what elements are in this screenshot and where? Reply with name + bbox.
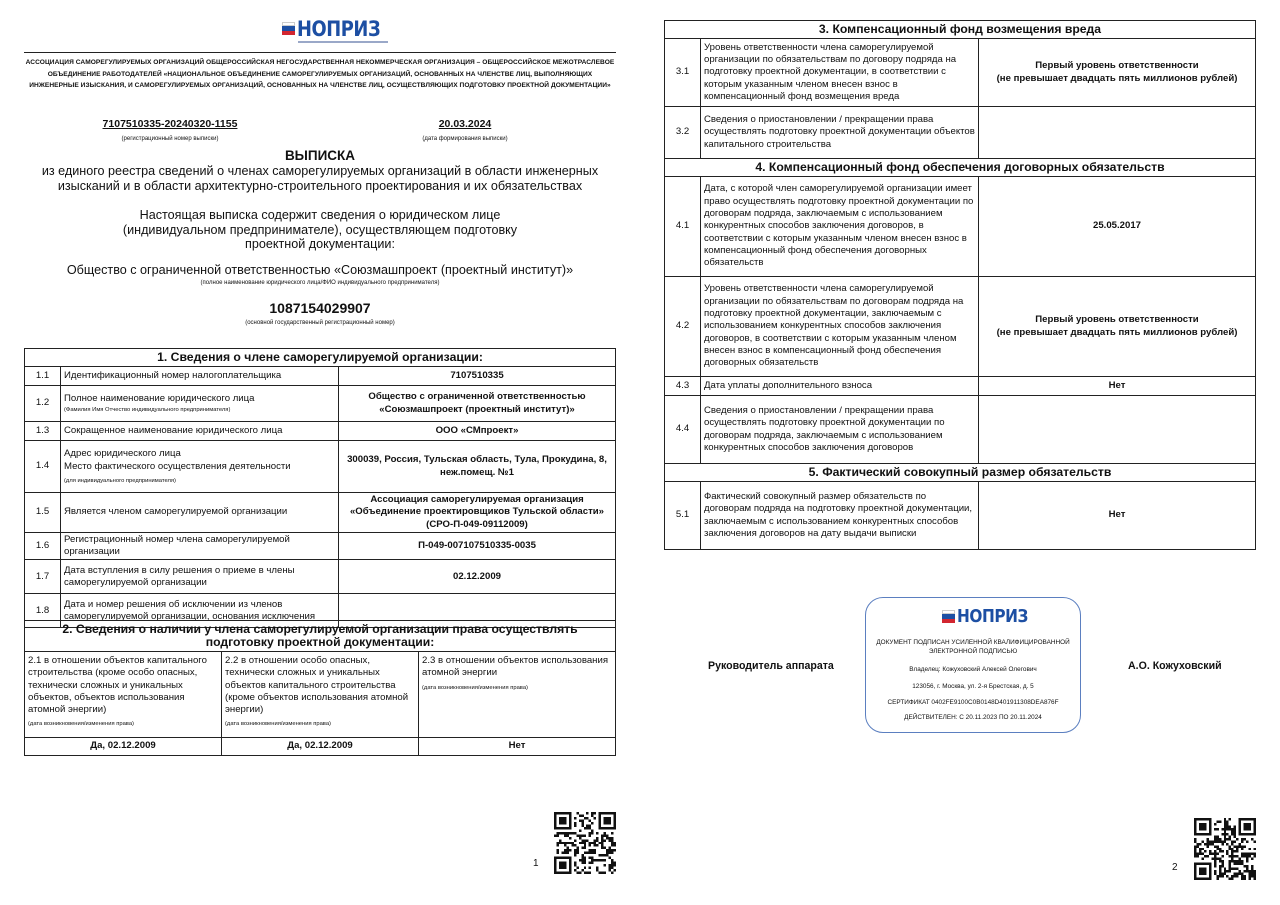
subtitle-line: из единого реестра сведений о членах саморегулируемых организаций в области инженерных xyxy=(41,164,599,178)
right-note: (дата возникновения/изменения права) xyxy=(422,684,528,691)
organization-name-caption: (полное наименование юридического лица/ФИО индивидуального предпринимателя) xyxy=(200,280,440,286)
row-value: Общество с ограниченной ответственностью «Союзмашпроект (проектный институт)» xyxy=(339,386,616,422)
right-label: 2.2 в отношении особо опасных, технически сложных и уникальных объектов капитального строительства (кроме объектов использования атомной энергии) xyxy=(225,655,409,716)
organization-name: Общество с ограниченной ответственностью «Союзмашпроект (проектный институт)» xyxy=(66,263,574,277)
intro-line: (индивидуальном предпринимателе), осуществляющем подготовку xyxy=(122,222,518,237)
right-label: 2.1 в отношении объектов капитального строительства (кроме особо опасных, технически сложных и уникальных объектов, объектов использования атомной энергии) xyxy=(28,655,207,716)
row-label: Уровень ответственности члена саморегулируемой организации по обязательствам по договорам подряда на подготовку проектной документации, заключаемым с использованием конкурентных способов заключения договоров, в соответствии с которым указанным членом внесен взнос в компенсационный фонд обеспечения договорных обязательств xyxy=(701,277,979,377)
row-label: Дата, с которой член саморегулируемой организации имеет право осуществлять подготовку проектной документации по договорам подряда, заключаемым с использованием конкурентных способов заключения договоров, в соответствии с которым указанным членом внесен взнос в компенсационный фонд обеспечения договорных обязательств xyxy=(701,177,979,277)
stamp-owner: Владелец: Кожуховский Алексей Олегович xyxy=(909,666,1037,673)
intro-line: Настоящая выписка содержит сведения о юридическом лице xyxy=(139,208,501,222)
row-number: 5.1 xyxy=(665,482,701,550)
section3-title: 3. Компенсационный фонд возмещения вреда xyxy=(665,21,1256,39)
row-label: Адрес юридического лица Место фактического осуществления деятельности xyxy=(64,448,291,472)
row-number: 4.3 xyxy=(665,377,701,396)
association-name: АССОЦИАЦИЯ САМОРЕГУЛИРУЕМЫХ ОРГАНИЗАЦИЙ ОБЩЕРОССИЙСКАЯ НЕГОСУДАРСТВЕННАЯ НЕКОММЕРЧЕСКАЯ ОРГАНИЗАЦИЯ – ОБЩЕРОССИЙСКОЕ МЕЖОТРАСЛЕВОЕ ОБЪЕДИНЕНИЕ РАБОТОДАТЕЛЕЙ «НАЦИОНАЛЬНОЕ ОБЪЕДИНЕНИЕ САМОРЕГУЛИРУЕМЫХ ОРГАНИЗАЦИЙ, ОСНОВАННЫХ НА ЧЛЕНСТВЕ ЛИЦ, ВЫПОЛНЯЮЩИХ ИНЖЕНЕРНЫЕ ИЗЫСКАНИЯ, И САМОРЕГУЛИРУЕМЫХ ОРГАНИЗАЦИЙ, ОСНОВАННЫХ НА ЧЛЕНСТВЕ ЛИЦ, ОСУЩЕСТВЛЯЮЩИХ ПОДГОТОВКУ ПРОЕКТНОЙ ДОКУМЕНТАЦИИ» xyxy=(25,59,615,89)
table-row xyxy=(25,441,616,493)
row-number: 4.1 xyxy=(665,177,701,277)
extract-date-caption: (дата формирования выписки) xyxy=(422,136,508,142)
right-cell xyxy=(419,652,616,738)
row-value: Нет xyxy=(979,482,1256,550)
row-label: Полное наименование юридического лица xyxy=(64,393,255,405)
extract-date-block xyxy=(405,118,525,142)
section2-title: 2. Сведения о наличии у члена саморегулируемой организации права осуществлять подготовку проектной документации: xyxy=(25,621,616,652)
row-note: (для индивидуального предпринимателя) xyxy=(64,477,176,484)
row-number: 4.2 xyxy=(665,277,701,377)
row-number: 1.1 xyxy=(25,367,61,386)
row-number: 1.4 xyxy=(25,441,61,493)
extract-page-2 xyxy=(640,0,1280,905)
row-label: Уровень ответственности члена саморегулируемой организации по обязательствам по договору подряда на подготовку проектной документации, в соответствии с которым указанным членом внесен взнос в компенсационный фонд возмещения вреда xyxy=(701,39,979,107)
qr-code-icon xyxy=(1194,818,1256,880)
row-label: Сведения о приостановлении / прекращении права осуществлять подготовку проектной документации объектов капитального строительства xyxy=(701,107,979,159)
row-value: 300039, Россия, Тульская область, Тула, Прокудина, 8, неж.помещ. №1 xyxy=(339,441,616,493)
right-value: Да, 02.12.2009 xyxy=(222,738,419,756)
extract-date: 20.03.2024 xyxy=(438,118,492,130)
row-number: 1.7 xyxy=(25,560,61,594)
row-label: Дата и номер решения об исключении из членов саморегулируемой организации, основания исключения xyxy=(61,594,339,628)
table-row xyxy=(25,493,616,533)
row-value: П-049-007107510335-0035 xyxy=(339,532,616,560)
qr-code-icon xyxy=(554,812,616,874)
table-row xyxy=(665,107,1256,159)
sections-3-5-table xyxy=(664,20,1256,550)
table-row xyxy=(665,396,1256,464)
row-label-cell xyxy=(61,386,339,422)
subtitle-line: изысканий и в области архитектурно-строительного проектирования и их обязательствах xyxy=(57,179,583,193)
signer-name: А.О. Кожуховский xyxy=(1128,660,1222,672)
row-value: 25.05.2017 xyxy=(979,177,1256,277)
row-label: Фактический совокупный размер обязательств по договорам подряда на подготовку проектной документации, заключаемым с использованием конкурентных способов заключения договоров на дату выдачи выписки xyxy=(701,482,979,550)
signer-title: Руководитель аппарата xyxy=(708,660,834,672)
right-cell xyxy=(222,652,419,738)
table-row xyxy=(665,377,1256,396)
row-label: Регистрационный номер члена саморегулируемой организации xyxy=(61,532,339,560)
row-note: (Фамилия Имя Отчество индивидуального предпринимателя) xyxy=(64,406,231,413)
stamp-line-2: ЭЛЕКТРОННОЙ ПОДПИСЬЮ xyxy=(928,648,1018,655)
row-number: 1.2 xyxy=(25,386,61,422)
russian-flag-icon xyxy=(942,610,955,623)
intro-line: проектной документации: xyxy=(245,237,395,251)
row-value: Нет xyxy=(979,377,1256,396)
table-row xyxy=(25,560,616,594)
row-value xyxy=(979,396,1256,464)
registration-number-block xyxy=(100,118,240,142)
table-row xyxy=(665,177,1256,277)
row-label: Идентификационный номер налогоплательщика xyxy=(61,367,339,386)
right-value: Да, 02.12.2009 xyxy=(25,738,222,756)
row-number: 4.4 xyxy=(665,396,701,464)
row-number: 3.2 xyxy=(665,107,701,159)
stamp-address: 123056, г. Москва, ул. 2-я Брестская, д. 5 xyxy=(912,683,1034,690)
logo-text: НОПРИЗ xyxy=(297,17,381,41)
row-value: Первый уровень ответственности (не превышает двадцать пять миллионов рублей) xyxy=(979,277,1256,377)
table-row xyxy=(25,532,616,560)
right-note: (дата возникновения/изменения права) xyxy=(28,721,134,728)
section4-title: 4. Компенсационный фонд обеспечения договорных обязательств xyxy=(665,159,1256,177)
row-value: Ассоциация саморегулируемая организация «Объединение проектировщиков Тульской области» (СРО-П-049-09112009) xyxy=(339,493,616,533)
logo-text: НОПРИЗ xyxy=(957,606,1028,627)
stamp-line-1: ДОКУМЕНТ ПОДПИСАН УСИЛЕННОЙ КВАЛИФИЦИРОВАННОЙ xyxy=(876,639,1070,646)
logo-subtext-line xyxy=(298,41,388,43)
row-number: 1.8 xyxy=(25,594,61,628)
nopriz-logo xyxy=(282,18,395,40)
row-label: Дата уплаты дополнительного взноса xyxy=(701,377,979,396)
header-divider xyxy=(24,52,616,53)
stamp-certificate: СЕРТИФИКАТ 0402FE9100C0B0148D401911308DEA876F xyxy=(887,699,1059,706)
registration-number-caption: (регистрационный номер выписки) xyxy=(121,136,219,142)
table-row xyxy=(25,422,616,441)
ogrn-caption: (основной государственный регистрационный номер) xyxy=(245,320,395,326)
row-value: 02.12.2009 xyxy=(339,560,616,594)
row-label: Сведения о приостановлении / прекращении права осуществлять подготовку проектной документации по договорам подряда, заключаемым с использованием конкурентных способов заключения договоров xyxy=(701,396,979,464)
table-row xyxy=(665,482,1256,550)
table-row xyxy=(25,386,616,422)
right-note: (дата возникновения/изменения права) xyxy=(225,721,331,728)
stamp-logo xyxy=(942,606,1040,628)
row-value: 7107510335 xyxy=(339,367,616,386)
table-row xyxy=(665,277,1256,377)
section1-table xyxy=(24,348,616,628)
intro-text xyxy=(110,208,530,252)
stamp-validity: ДЕЙСТВИТЕЛЕН: С 20.11.2023 ПО 20.11.2024 xyxy=(904,714,1042,721)
document-subtitle xyxy=(24,164,616,194)
row-value xyxy=(979,107,1256,159)
electronic-signature-stamp xyxy=(865,597,1081,733)
row-number: 1.5 xyxy=(25,493,61,533)
row-label-cell xyxy=(61,441,339,493)
row-value: ООО «СМпроект» xyxy=(339,422,616,441)
document-title: ВЫПИСКА xyxy=(284,148,356,163)
section5-title: 5. Фактический совокупный размер обязательств xyxy=(665,464,1256,482)
right-label: 2.3 в отношении объектов использования атомной энергии xyxy=(422,655,609,679)
page-number: 1 xyxy=(533,858,539,869)
row-number: 1.6 xyxy=(25,532,61,560)
row-label: Дата вступления в силу решения о приеме в члены саморегулируемой организации xyxy=(61,560,339,594)
page-number: 2 xyxy=(1172,862,1178,873)
section1-title: 1. Сведения о члене саморегулируемой организации: xyxy=(25,349,616,367)
row-value: Первый уровень ответственности (не превышает двадцать пять миллионов рублей) xyxy=(979,39,1256,107)
russian-flag-icon xyxy=(282,22,295,35)
table-row xyxy=(665,39,1256,107)
row-label: Сокращенное наименование юридического лица xyxy=(61,422,339,441)
row-number: 3.1 xyxy=(665,39,701,107)
section2-table xyxy=(24,620,616,756)
registration-number: 7107510335-20240320-1155 xyxy=(102,118,238,130)
ogrn-number: 1087154029907 xyxy=(269,300,371,316)
row-label: Является членом саморегулируемой организации xyxy=(61,493,339,533)
row-number: 1.3 xyxy=(25,422,61,441)
right-cell xyxy=(25,652,222,738)
right-value: Нет xyxy=(419,738,616,756)
table-row xyxy=(25,367,616,386)
